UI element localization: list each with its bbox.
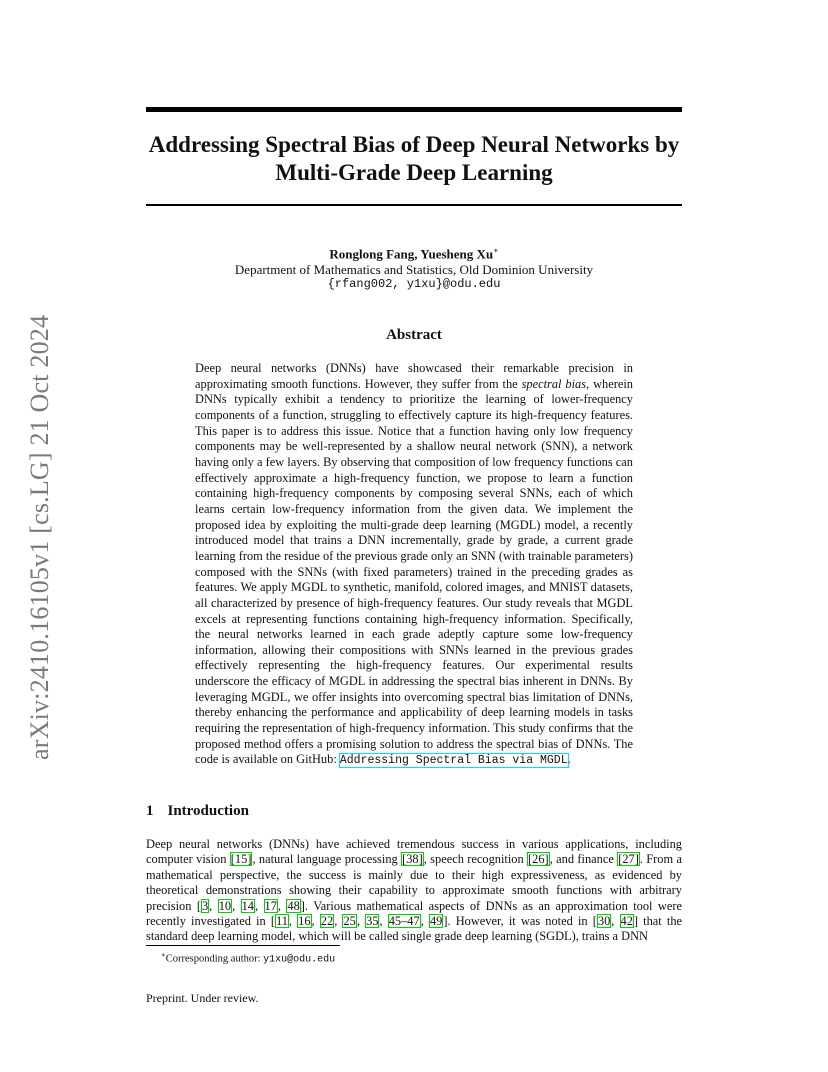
citation-link[interactable]: 11 [275,914,288,929]
intro-text: , [611,914,620,929]
arxiv-side-stamp: arXiv:2410.16105v1 [cs.LG] 21 Oct 2024 [25,314,54,760]
intro-text: , natural language processing [252,852,402,867]
intro-text: , [277,898,287,913]
title-bottom-rule [146,204,682,206]
intro-text: ] that the standard deep learning model, which will be called single grade deep learning (SGDL), trains a DNN [146,914,683,944]
citation-link[interactable]: 25 [343,914,356,929]
citation-link[interactable]: [15] [230,852,252,867]
citation-link[interactable]: 30 [597,914,611,929]
intro-text: ]. However, it was noted in [ [443,914,597,929]
preprint-note: Preprint. Under review. [146,991,259,1005]
author-names: Ronglong Fang, Yuesheng Xu [329,246,494,262]
section-number: 1 [146,803,154,819]
abstract-heading: Abstract [386,327,442,343]
abstract-part-1: Deep neural networks (DNNs) have showcased their remarkable precision in approximating smooth functions. However, they suffer from the [195,361,633,391]
citation-link[interactable]: 45–47 [388,914,420,929]
intro-text: Deep neural networks (DNNs) have achieved tremendous success in various applications, including computer vision [146,837,682,867]
footnote-rule [146,945,340,946]
intro-text: ]. Various mathematical aspects of DNNs as an approximation tool were recently investigated in [ [146,898,682,929]
intro-text: , [356,914,366,929]
github-link[interactable]: Addressing Spectral Bias via MGDL [339,754,568,768]
citation-link[interactable]: 35 [366,914,379,929]
intro-text: . From a mathematical perspective, the success is mainly due to their high expressiveness, as evidenced by theoretical demonstrations showing their capability to approximate smooth functions with arbitrary precision [ [146,852,682,913]
abstract-text [195,361,633,769]
footnote [161,951,335,966]
citation-link[interactable]: [38] [402,852,423,867]
author-emails[interactable]: {rfang002, y1xu}@odu.edu [327,277,501,292]
citation-link[interactable]: 48 [287,898,300,913]
citation-link[interactable]: 14 [241,898,254,913]
abstract-part-2: , wherein DNNs typically exhibit a tendency to prioritize the learning of lower-frequency components of a function, struggling to effectively capture its high-frequency features. This paper is to address this issue. Notice that a function having only low frequency components may be well-represented by a shallow neural network (SNN), a network having only a few layers. By observing that composition of low frequency functions can effectively approximate a high-frequency function, we propose to learn a function containing high-frequency components by composing several SNNs, each of which learns certain low-frequency information from the given data. We implement the proposed idea by exploiting the multi-grade deep learning (MGDL) model, a recently introduced model that trains a DNN incrementally, grade by grade, a current grade learning from the residue of the previous grade only an SNN (with trainable parameters) composed with the SNNs (with fixed parameters) trained in the preceding grades as features. We apply MGDL to synthetic, manifold, colored images, and MNIST datasets, all characterized by presence of high-frequency features. Our study reveals that MGDL excels at representing functions containing high-frequency information. Specifically, the neural networks learned in each grade adeptly capture some low-frequency information, allowing their compositions with SNNs learned in the previous grades effectively representing the high-frequency features. Our experimental results underscore the efficacy of MGDL in addressing the spectral bias inherent in DNNs. By leveraging MGDL, we offer insights into overcoming spectral bias limitation of DNNs, thereby enhancing the performance and applicability of deep learning models in tasks requiring the representation of high-frequency information. This study confirms that the proposed method offers a promising solution to address the spectral bias of DNNs. The code is available on GitHub: [195,376,634,767]
intro-text: , [254,898,264,913]
author-footnote-mark[interactable]: ∗ [493,246,499,255]
footnote-label: Corresponding author: [165,953,264,965]
section-title: Introduction [167,803,249,819]
intro-text: , [311,914,320,929]
paper-title [130,131,698,187]
citation-link[interactable]: 42 [620,914,633,929]
intro-text: , speech recognition [423,852,528,867]
citation-link[interactable]: [27] [618,852,639,867]
section-heading-introduction [146,803,249,820]
intro-text: , and finance [549,852,618,867]
intro-text: , [334,914,343,929]
footnote-mark: ∗ [161,951,166,959]
intro-text: , [420,914,429,929]
citation-link[interactable]: 10 [218,898,232,913]
citation-link[interactable]: 17 [264,898,277,913]
citation-link[interactable]: [26] [528,852,549,867]
intro-text: , [379,914,388,929]
title-top-rule [146,107,682,112]
intro-text: , [288,914,298,929]
footnote-email[interactable]: y1xu@odu.edu [263,954,336,966]
introduction-paragraph [146,837,682,945]
citation-link[interactable]: 22 [320,914,334,929]
title-line-1: Addressing Spectral Bias of Deep Neural Networks by [148,132,680,157]
title-line-2: Multi-Grade Deep Learning [275,160,553,185]
citation-link[interactable]: 49 [429,914,443,929]
intro-text: , [232,898,241,913]
citation-link[interactable]: 16 [298,914,311,929]
abstract-end: . [567,752,571,767]
citation-link[interactable]: 3 [201,898,209,913]
intro-text: , [209,898,218,913]
affiliation: Department of Mathematics and Statistics, Old Dominion University [234,261,594,277]
author-block [146,243,682,293]
abstract-italic-term: spectral bias [521,376,587,391]
